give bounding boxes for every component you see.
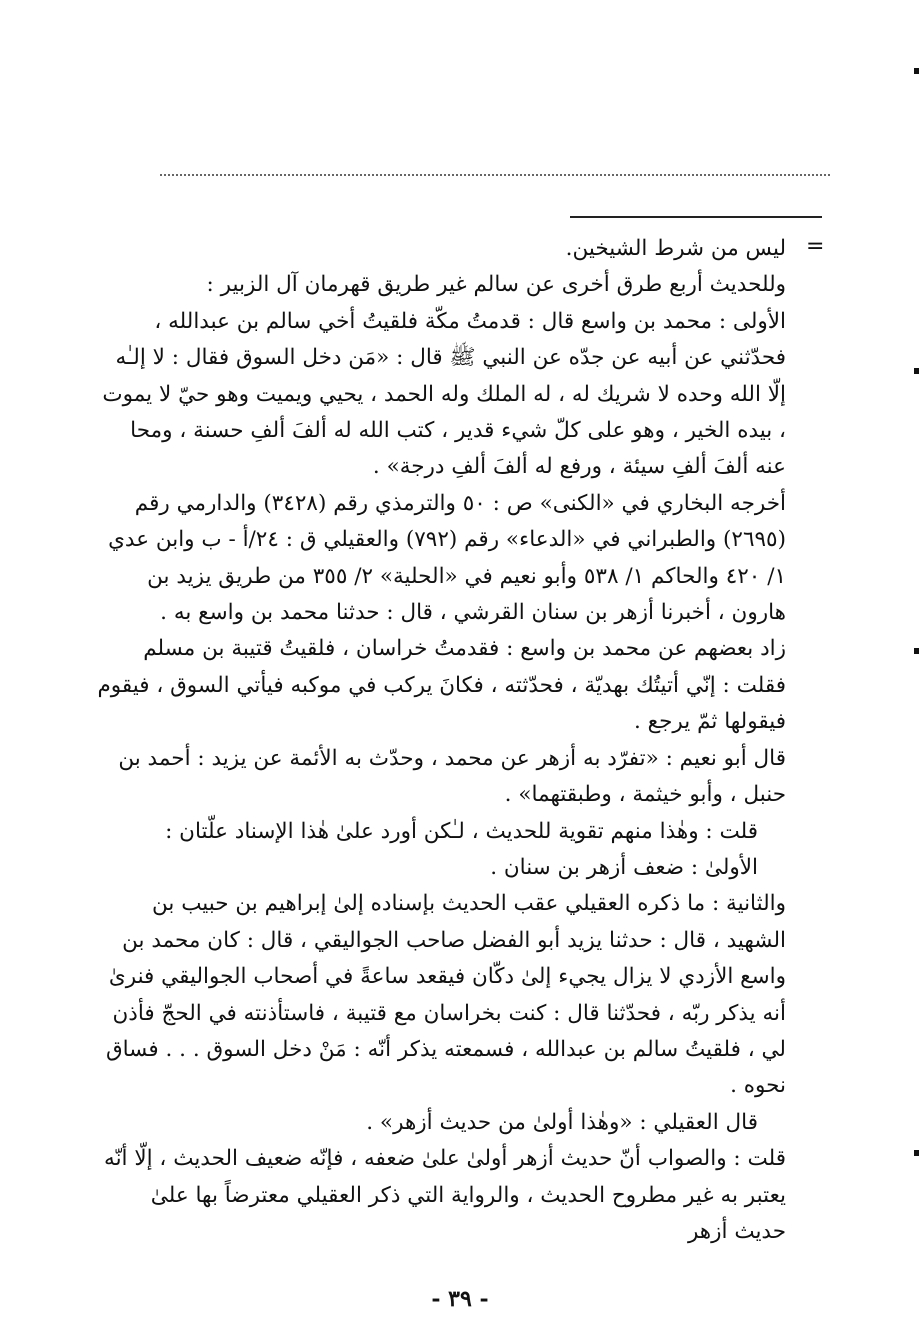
footnote-paragraph: والثانية : ما ذكره العقيلي عقب الحديث بإسناده إلىٰ إبراهيم بن حبيب بن الشهيد ، قال : حدثنا يزيد أبو الفضل صاحب الجواليقي ، قال : كان محمد بن واسع الأزدي لا يزال يجيء إلىٰ دكّان فيقعد ساعةً في أصحاب الجواليقي فنرىٰ أنه يذكر ربّه ، فحدّثنا قال : كنت بخراسان مع قتيبة ، فاستأذنته في الحجّ فأذن لي ، فلقيتُ سالم بن عبدالله ، فسمعته يذكر أنّه : مَنْ دخل السوق . . . فساق نحوه . [105, 891, 786, 1099]
scan-mark [914, 1150, 919, 1156]
footnote-paragraph: قلت : وهٰذا منهم تقوية للحديث ، لـٰكن أورد علىٰ هٰذا الإسناد علّتان : [165, 818, 758, 844]
scan-mark [914, 368, 919, 374]
footnote-rule [570, 216, 822, 218]
footnote-paragraph: ليس من شرط الشيخين. [565, 236, 786, 261]
scan-mark [914, 68, 919, 74]
scan-mark [914, 648, 919, 654]
page-number: - ٣٩ - [431, 1286, 489, 1312]
dotted-separator [160, 174, 830, 176]
footnote-paragraph: قال العقيلي : «وهٰذا أولىٰ من حديث أزهر» . [366, 1109, 758, 1135]
footnote-text [96, 231, 786, 1250]
footnote-paragraph: الأولى : محمد بن واسع قال : قدمتُ مكّة فلقيتُ أخي سالم بن عبدالله ، فحدّثني عن أبيه عن جدّه عن النبي ﷺ قال : «مَن دخل السوق فقال : لا إلـٰه إلّا الله وحده لا شريك له ، له الملك وله الحمد ، يحيي ويميت وهو حيّ لا يموت ، بيده الخير ، وهو على كلّ شيء قدير ، كتب الله له ألفَ ألفِ حسنة ، ومحا عنه ألفَ ألفِ سيئة ، ورفع له ألفَ ألفِ درجة» . [102, 308, 786, 480]
footnote-paragraph: قال أبو نعيم : «تفرّد به أزهر عن محمد ، وحدّث به الأئمة عن يزيد : أحمد بن حنبل ، وأبو خيثمة ، وطبقتهما» . [118, 745, 786, 808]
footnote-paragraph: الأولىٰ : ضعف أزهر بن سنان . [490, 854, 758, 880]
footnote-paragraph: وللحديث أربع طرق أخرى عن سالم غير طريق قهرمان آل الزبير : [206, 272, 786, 298]
continuation-marker: = [806, 234, 825, 259]
footnote-paragraph: زاد بعضهم عن محمد بن واسع : فقدمتُ خراسان ، فلقيتُ قتيبة بن مسلم فقلت : إنّي أتيتُك بهديّة ، فحدّثته ، فكانَ يركب في موكبه فيأتي السوق ، فيقوم فيقولها ثمّ يرجع . [97, 636, 786, 735]
footnote-paragraph: أخرجه البخاري في «الكنى» ص : ٥٠ والترمذي رقم (٣٤٢٨) والدارمي رقم (٢٦٩٥) والطبراني في «الدعاء» رقم (٧٩٢) والعقيلي ق : ٢٤/أ - ب وابن عدي ١/ ٤٢٠ والحاكم ١/ ٥٣٨ وأبو نعيم في «الحلية» ٢/ ٣٥٥ من طريق يزيد بن هارون ، أخبرنا أزهر بن سنان القرشي ، قال : حدثنا محمد بن واسع به . [108, 490, 786, 626]
footnote-paragraph: قلت : والصواب أنّ حديث أزهر أولىٰ علىٰ ضعفه ، فإنّه ضعيف الحديث ، إلّا أنّه يعتبر به غير مطروح الحديث ، والرواية التي ذكر العقيلي معترضاً بها علىٰ حديث أزهر [104, 1146, 786, 1244]
